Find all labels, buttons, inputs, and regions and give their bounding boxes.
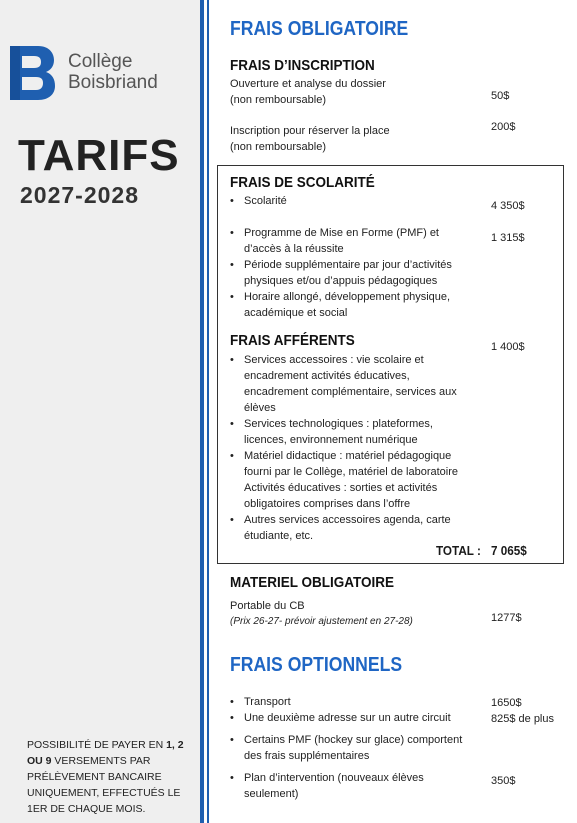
inscription-item-2-line1: Inscription pour réserver la place [230,125,390,137]
material-text [230,598,413,630]
optional-item: • Plan d’intervention (nouveaux élèves seulement) [230,770,475,802]
mandatory-heading: FRAIS OBLIGATOIRE [230,18,409,40]
related-item: • Services technologiques : plateformes, licences, environnement numérique [230,416,475,448]
optional-price-4: 350$ [491,775,516,787]
inscription-item-1 [230,76,386,108]
total-label: TOTAL : [436,543,481,558]
tuition-item: • Scolarité [230,193,475,209]
tuition-item: • Période supplémentaire par jour d’activités physiques et/ou d’appuis pédagogiques [230,257,475,289]
year-label: 2027-2028 [20,182,139,208]
optional-price-2: 825$ de plus [491,713,554,725]
inscription-item-1-price: 50$ [491,90,510,102]
optional-item: • Une deuxième adresse sur un autre circuit [230,710,475,726]
related-item: • Autres services accessoires agenda, carte étudiante, etc. [230,512,475,544]
related-price: 1 400$ [491,341,525,353]
tuition-price-2: 1 315$ [491,232,525,244]
inscription-item-2-price: 200$ [491,121,516,133]
left-panel [0,0,200,823]
total-value: 7 065$ [491,543,527,558]
inscription-heading: FRAIS D’INSCRIPTION [230,57,375,74]
tuition-list [230,193,475,321]
payment-note-text-1: POSSIBILITÉ DE PAYER EN [27,739,167,751]
material-line1: Portable du CB [230,600,305,612]
inscription-item-1-line2: (non remboursable) [230,94,326,106]
material-line2: (Prix 26-27- prévoir ajustement en 27-28) [230,616,413,627]
inscription-item-2 [230,123,390,155]
optional-list [230,694,475,802]
tuition-heading: FRAIS DE SCOLARITÉ [230,174,375,191]
optional-price-1: 1650$ [491,697,522,709]
payment-note [27,737,187,817]
related-list [230,352,475,544]
college-name [68,51,158,93]
optional-item: • Transport [230,694,475,710]
material-price: 1277$ [491,612,522,624]
page-title: TARIFS [18,131,180,180]
college-name-line2: Boisbriand [68,72,158,93]
accent-bar [200,0,204,823]
tuition-item: • Programme de Mise en Forme (PMF) et d’accès à la réussite [230,225,475,257]
inscription-item-1-line1: Ouverture et analyse du dossier [230,78,386,90]
tuition-price-1: 4 350$ [491,200,525,212]
inscription-item-2-line2: (non remboursable) [230,141,326,153]
payment-note-text-2: VERSEMENTS PAR PRÉLÈVEMENT BANCAIRE UNIQUEMENT, EFFECTUÉS LE 1ER DE CHAQUE MOIS. [27,755,181,815]
college-name-line1: Collège [68,51,133,72]
related-item: • Matériel didactique : matériel pédagogique fourni par le Collège, matériel de laboratoire Activités éducatives : sorties et activités obligatoires comprises dans l’offre [230,448,475,512]
related-heading: FRAIS AFFÉRENTS [230,332,355,349]
payment-note-bold: 1, 2 OU 9 [27,739,184,767]
optional-heading: FRAIS OPTIONNELS [230,654,403,676]
tuition-item: • Horaire allongé, développement physique, académique et social [230,289,475,321]
accent-bar-thin [207,0,209,823]
material-heading: MATERIEL OBLIGATOIRE [230,574,395,591]
related-item: • Services accessoires : vie scolaire et encadrement activités éducatives, encadrement complémentaire, services aux élèves [230,352,475,416]
college-logo-icon [8,44,56,102]
optional-item: • Certains PMF (hockey sur glace) comportent des frais supplémentaires [230,732,475,764]
